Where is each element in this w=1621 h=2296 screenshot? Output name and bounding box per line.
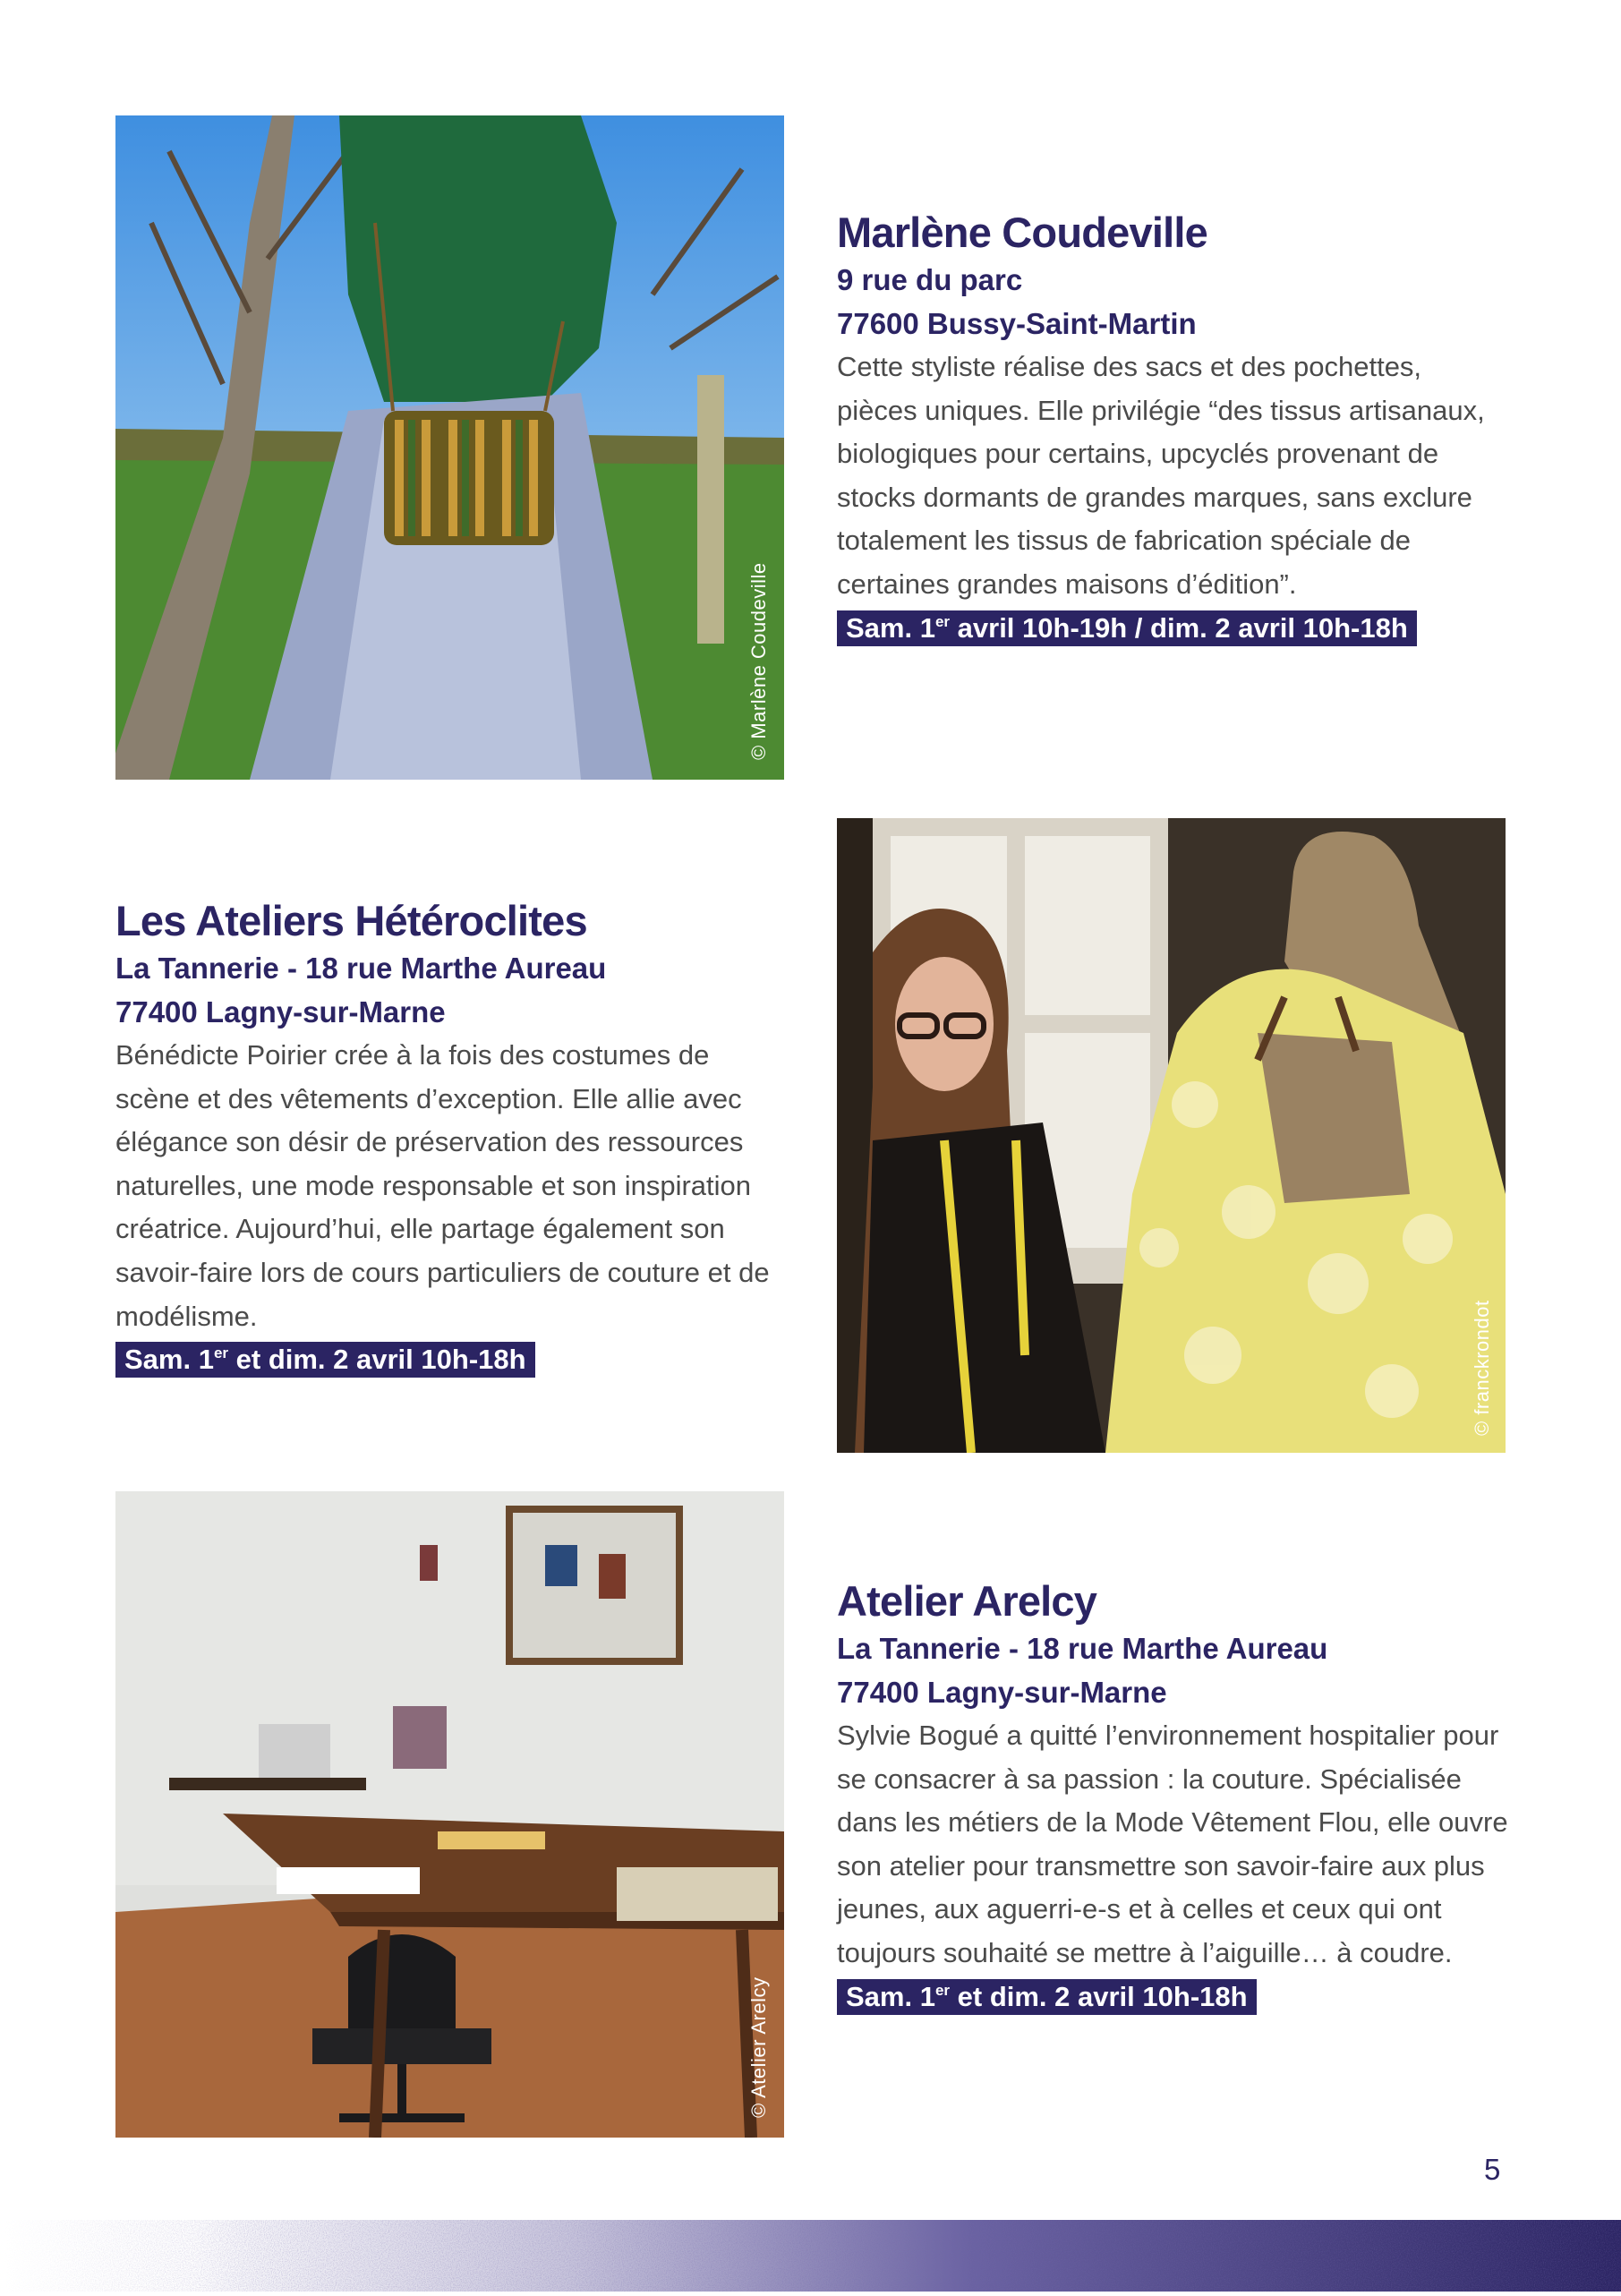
opening-hours-badge: Sam. 1er avril 10h-19h / dim. 2 avril 10h-18h [837,610,1417,646]
entry-ateliers-heteroclites [115,896,787,1378]
opening-hours-badge: Sam. 1er et dim. 2 avril 10h-18h [837,1979,1257,2015]
entry-title: Marlène Coudeville [837,209,1207,256]
address-line-1: 9 rue du parc [837,263,1023,296]
entry-description: Cette styliste réalise des sacs et des pochettes, pièces uniques. Elle privilégie “des tissus artisanaux, biologiques pour certains, upcyclés provenant de stocks dormants de grandes marques, sans exclure totalement les tissus de fabrication spéciale de certaines grandes maisons d’édition”. [837,351,1485,600]
entry-title: Les Ateliers Hétéroclites [115,897,587,944]
entry-marlene-coudeville [837,208,1508,646]
photo-marlene-coudeville [115,115,784,780]
photo-atelier-arelcy [115,1491,784,2138]
photo-ateliers-heteroclites [837,818,1506,1453]
address-line-2: 77400 Lagny-sur-Marne [837,1676,1167,1709]
entry-description: Sylvie Bogué a quitté l’environnement hospitalier pour se consacrer à sa passion : la couture. Spécialisée dans les métiers de la Mode Vêtement Flou, elle ouvre son atelier pour transmettre son savoir-faire aux plus jeunes, aux aguerri-e-s et à celles et ceux qui ont toujours souhaité se mettre à l’aiguille… à coudre. [837,1720,1508,1968]
entry-description: Bénédicte Poirier crée à la fois des costumes de scène et des vêtements d’exception. Elle allie avec élégance son désir de préservation des ressources naturelles, une mode responsable et son inspiration créatrice. Aujourd’hui, elle partage également son savoir-faire lors de cours particuliers de couture et de modélisme. [115,1039,770,1332]
photo-credit: © Marlène Coudeville [747,562,770,760]
address-line-2: 77600 Bussy-Saint-Martin [837,307,1197,340]
entry-title: Atelier Arelcy [837,1577,1097,1625]
opening-hours-badge: Sam. 1er et dim. 2 avril 10h-18h [115,1342,535,1378]
footer-band [0,2220,1621,2292]
address-line-2: 77400 Lagny-sur-Marne [115,995,446,1029]
address-line-1: La Tannerie - 18 rue Marthe Aureau [837,1632,1328,1665]
address-line-1: La Tannerie - 18 rue Marthe Aureau [115,952,607,985]
entry-atelier-arelcy [837,1576,1508,2015]
page-number: 5 [1484,2153,1501,2186]
photo-credit: © franckrondot [1471,1300,1493,1436]
photo-credit: © Atelier Arelcy [747,1976,770,2118]
